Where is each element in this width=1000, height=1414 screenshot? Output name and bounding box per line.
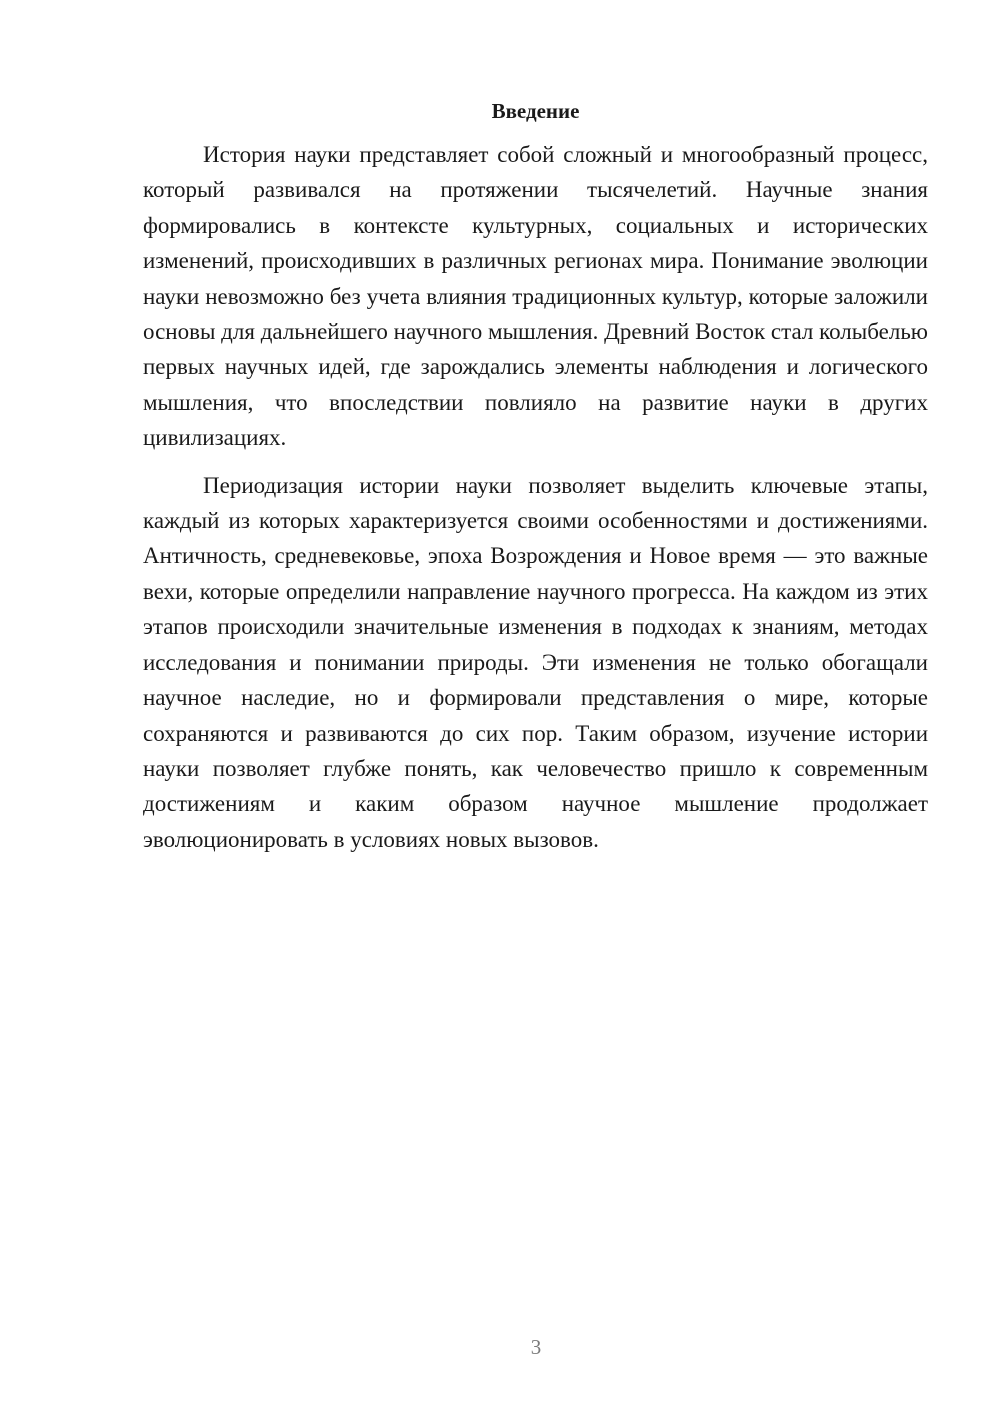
- page-number: 3: [530, 1335, 542, 1359]
- paragraph: Периодизация истории науки позволяет выделить ключевые этапы, каждый из которых характеризуется своими особенностями и достижениями. Античность, средневековье, эпоха Возрождения и Новое время — это важные вехи, которые определили направление научного прогресса. На каждом из этих этапов происходили значительные изменения в подходах к знаниям, методах исследования и понимании природы. Эти изменения не только обогащали научное наследие, но и формировали представления о мире, которые сохраняются и развиваются до сих пор. Таким образом, изучение истории науки позволяет глубже понять, как человечество пришло к современным достижениям и каким образом научное мышление продолжает эволюционировать в условиях новых вызовов.: [143, 472, 928, 852]
- page-content: [143, 96, 928, 857]
- paragraph: История науки представляет собой сложный и многообразный процесс, который развивался на протяжении тысячелетий. Научные знания формировались в контексте культурных, социальных и исторических изменений, происходивших в различных регионах мира. Понимание эволюции науки невозможно без учета влияния традиционных культур, которые заложили основы для дальнейшего научного мышления. Древний Восток стал колыбелью первых научных идей, где зарождались элементы наблюдения и логического мышления, что впоследствии повлияло на развитие науки в других цивилизациях.: [143, 142, 928, 451]
- section-heading: Введение: [491, 99, 580, 123]
